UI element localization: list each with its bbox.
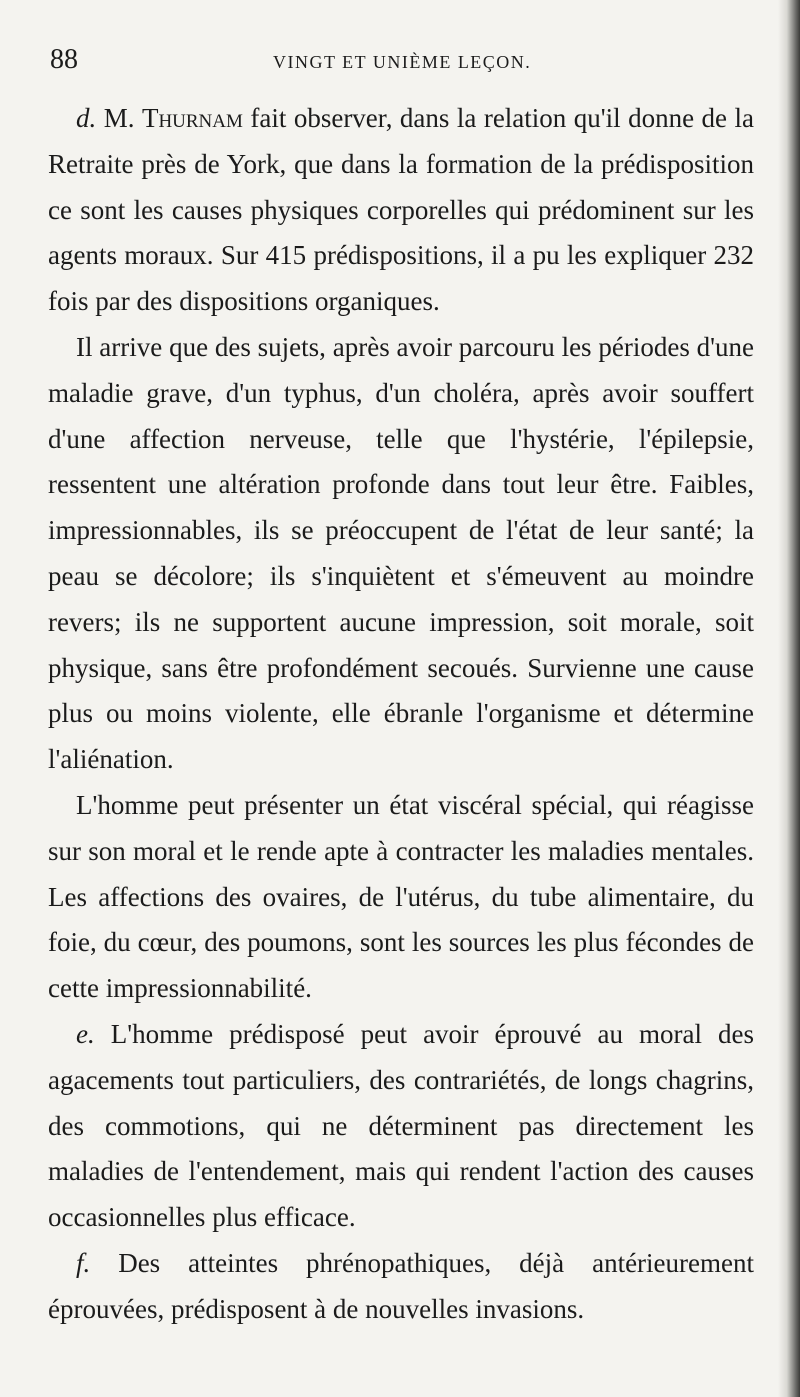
paragraph-e [48,1012,754,1241]
paragraph-f [48,1241,754,1333]
paragraph-visceral [48,783,754,1012]
paragraph-text: Des atteintes phrénopathiques, déjà antérieurement éprouvées, prédisposent à de nouvelles invasions. [48,1247,754,1324]
paragraph-text: L'homme prédisposé peut avoir éprouvé au moral des agacements tout particuliers, des contrariétés, de longs chagrins, des commotions, qui ne déterminent pas directement les maladies de l'entendement, mais qui rendent l'action des causes occasionnelles plus efficace. [48,1018,754,1233]
paragraph-label: d. [76,103,97,133]
paragraph-convalescence [48,325,754,783]
paragraph-text: Il arrive que des sujets, après avoir parcouru les périodes d'une maladie grave, d'un typhus, d'un choléra, après avoir souffert d'une affection nerveuse, telle que l'hystérie, l'épilepsie, ressentent une altération profonde dans tout leur être. Faibles, impressionnables, ils se préoccupent de l'état de leur santé; la peau se décolore; ils s'inquiètent et s'émeuvent au moindre revers; ils ne supportent aucune impression, soit morale, soit physique, sans être profondément secoués. Survienne une cause plus ou moins violente, elle ébranle l'organisme et détermine l'aliénation. [48,331,754,775]
page-edge-shadow [778,0,800,1397]
page-body [48,96,754,1333]
paragraph-text: L'homme peut présenter un état viscéral spécial, qui réagisse sur son moral et le rende apte à contracter les maladies mentales. Les affections des ovaires, de l'utérus, du tube alimentaire, du foie, du cœur, des poumons, sont les sources les plus fécondes de cette impressionnabilité. [48,789,754,1004]
author-name: Thurnam [141,103,243,133]
paragraph-d [48,96,754,325]
page-number: 88 [50,44,78,75]
paragraph-label: e. [76,1018,95,1049]
running-head: VINGT ET UNIÈME LEÇON. [273,52,532,72]
paragraph-text: fait observer, dans la relation qu'il donne de la Retraite près de York, que dans la formation de la prédisposition ce sont les causes physiques corporelles qui prédominent sur les agents moraux. Sur 415 prédispositions, il a pu les expliquer 232 fois par des dispositions organiques. [48,103,754,317]
paragraph-lead: M. [96,103,142,133]
paragraph-label: f. [76,1247,91,1278]
page-header [50,40,750,80]
